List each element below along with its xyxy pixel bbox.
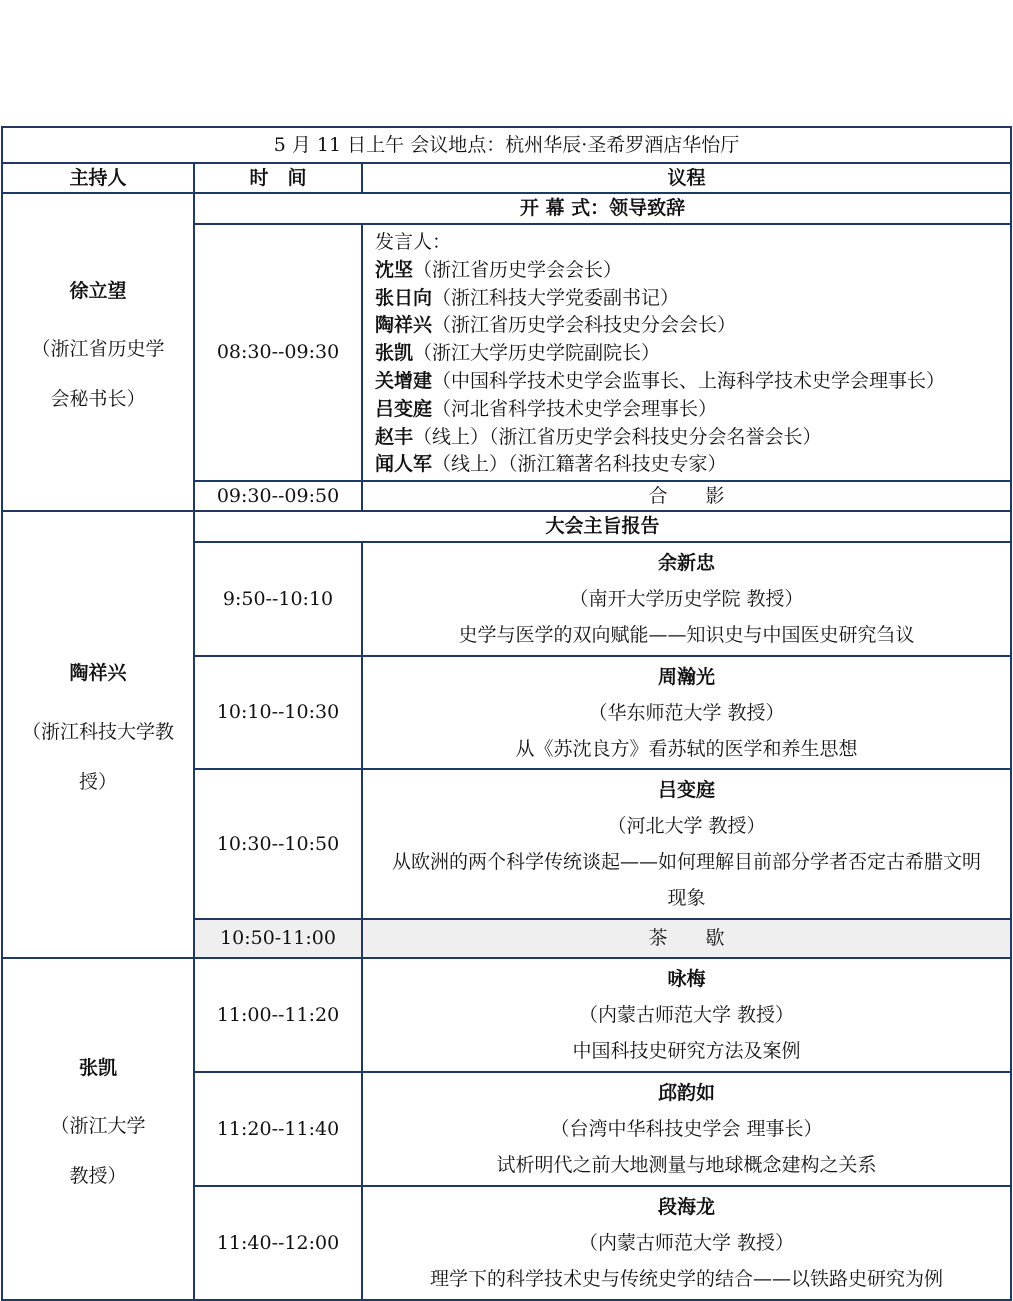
- speaker-role: （浙江大学历史学院副院长）: [413, 342, 661, 365]
- speaker-name: 关增建: [375, 369, 433, 392]
- speaker-role: （浙江科技大学党委副书记）: [432, 286, 680, 309]
- talk-cell: [362, 542, 1011, 656]
- speaker-line: [375, 257, 1010, 285]
- speaker-role: （河北省科学技术史学会理事长）: [432, 397, 718, 420]
- talk-title: 理学下的科学技术史与传统史学的结合——以铁路史研究为例: [429, 1268, 943, 1290]
- talk-cell: [362, 656, 1011, 769]
- speaker-role: （浙江省历史学会科技史分会会长）: [432, 314, 737, 337]
- talk-title: 史学与医学的双向赋能——知识史与中国医史研究刍议: [458, 624, 915, 646]
- time-cell: 08:30--09:30: [194, 224, 362, 481]
- host-cell: [2, 193, 194, 511]
- talk-affiliation: （华东师范大学 教授）: [588, 701, 785, 724]
- speaker-name: 闻人军: [375, 453, 433, 476]
- speaker-role: （浙江省历史学会会长）: [413, 258, 623, 281]
- time-cell: 10:50-11:00: [194, 919, 362, 958]
- section-heading: 开 幕 式：领导致辞: [194, 193, 1011, 224]
- talk-speaker: 段海龙: [657, 1196, 715, 1218]
- host-affiliation: （浙江大学教授）: [50, 1115, 146, 1188]
- table-title: 5 月 11 日上午 会议地点：杭州华辰·圣希罗酒店华怡厅: [2, 127, 1011, 163]
- speaker-line: [375, 340, 1010, 368]
- speaker-name: 张凯: [375, 342, 414, 365]
- talk-row: [2, 958, 1011, 1072]
- talk-title: 试析明代之前大地测量与地球概念建构之关系: [496, 1154, 877, 1176]
- host-name: 陶祥兴: [69, 662, 127, 685]
- talk-title: 从欧洲的两个科学传统谈起——如何理解目前部分学者否定古希腊文明现象: [391, 851, 981, 909]
- talk-speaker: 吕变庭: [657, 779, 715, 801]
- header-time: 时 间: [194, 163, 362, 193]
- speaker-line: [375, 396, 1010, 424]
- host-cell: [2, 511, 194, 958]
- talk-affiliation: （内蒙古师范大学 教授）: [578, 1004, 795, 1026]
- header-host: 主持人: [2, 163, 194, 193]
- time-cell: 10:30--10:50: [194, 769, 362, 919]
- speaker-line: [375, 312, 1010, 340]
- talk-cell: [362, 1072, 1011, 1186]
- talk-cell: [362, 1186, 1011, 1300]
- speaker-line: [375, 424, 1010, 452]
- time-cell: 9:50--10:10: [194, 542, 362, 656]
- speaker-line: [375, 285, 1010, 313]
- talk-title: 从《苏沈良方》看苏轼的医学和养生思想: [515, 737, 858, 760]
- talk-cell: [362, 769, 1011, 919]
- break-label: 合 影: [362, 481, 1011, 511]
- time-cell: 11:20--11:40: [194, 1072, 362, 1186]
- host-affiliation: （浙江科技大学教授）: [21, 720, 174, 793]
- time-cell: 10:10--10:30: [194, 656, 362, 769]
- time-cell: 09:30--09:50: [194, 481, 362, 511]
- talk-cell: [362, 958, 1011, 1072]
- host-name: 张凯: [78, 1056, 117, 1079]
- time-cell: 11:40--12:00: [194, 1186, 362, 1300]
- speaker-name: 张日向: [375, 286, 433, 309]
- agenda-table: [1, 126, 1012, 1301]
- speaker-name: 陶祥兴: [375, 314, 433, 337]
- host-name: 徐立望: [69, 279, 127, 302]
- speaker-role: （线上）（浙江省历史学会科技史分会名誉会长）: [413, 425, 822, 448]
- talk-affiliation: （河北大学 教授）: [607, 815, 766, 837]
- break-label: 茶 歇: [362, 919, 1011, 958]
- speaker-role: （中国科学技术史学会监事长、上海科学技术史学会理事长）: [432, 369, 946, 392]
- speaker-role: （线上）（浙江籍著名科技史专家）: [432, 453, 727, 476]
- speaker-list: [362, 224, 1011, 481]
- talk-affiliation: （内蒙古师范大学 教授）: [578, 1232, 795, 1254]
- talk-affiliation: （台湾中华科技史学会 理事长）: [550, 1118, 823, 1140]
- speaker-name: 吕变庭: [375, 397, 433, 420]
- host-cell: [2, 958, 194, 1300]
- speaker-line: [375, 451, 1010, 479]
- speaker-name: 赵丰: [375, 425, 414, 448]
- time-cell: 11:00--11:20: [194, 958, 362, 1072]
- section-heading: 大会主旨报告: [194, 511, 1011, 542]
- header-agenda: 议程: [362, 163, 1011, 193]
- talk-speaker: 周瀚光: [657, 665, 715, 688]
- speaker-name: 沈坚: [375, 258, 414, 281]
- host-affiliation: （浙江省历史学会秘书长）: [31, 338, 165, 411]
- speaker-intro: 发言人：: [375, 231, 452, 253]
- speaker-line: [375, 368, 1010, 396]
- talk-speaker: 咏梅: [667, 968, 706, 990]
- talk-speaker: 余新忠: [657, 552, 715, 574]
- talk-affiliation: （南开大学历史学院 教授）: [569, 588, 804, 610]
- talk-speaker: 邱韵如: [657, 1082, 715, 1104]
- talk-title: 中国科技史研究方法及案例: [572, 1040, 801, 1062]
